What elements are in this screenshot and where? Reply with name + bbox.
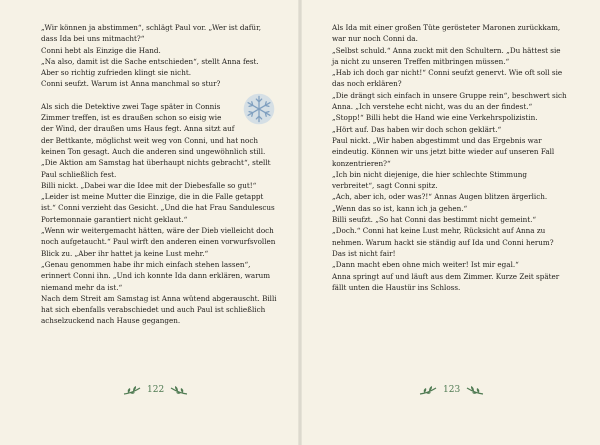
paragraph: Als Ida mit einer großen Tüte gerösteter Maronen zurückkam, war nur noch Conni da.: [332, 23, 561, 44]
paragraph: „Ich bin nicht diejenige, die hier schlechte Stimmung verbreitet“, sagt Conni spitz.: [332, 169, 527, 191]
paragraph: Paul nickt. „Wir haben abgestimmt und das Ergebnis war eindeutig. Können wir uns jetzt bitte wieder auf unseren Fall konzentrieren?“: [332, 135, 555, 168]
leaf-icon: [418, 384, 438, 396]
leaf-icon: [169, 384, 189, 396]
paragraph: „Hört auf. Das haben wir doch schon geklärt.“: [332, 124, 502, 134]
paragraph: Conni hebt als Einzige die Hand.: [41, 45, 161, 55]
paragraph: „Doch.“ Conni hat keine Lust mehr, Rücksicht auf Anna zu nehmen. Warum hackt sie ständig auf Ida und Conni herum? Das ist nicht fair!: [332, 226, 554, 258]
leaf-icon: [465, 384, 485, 396]
right-page-folio: [418, 382, 485, 398]
paragraph: Conni seufzt. Warum ist Anna manchmal so stur?: [41, 79, 221, 89]
paragraph: „Wenn das so ist, kann ich ja gehen.“: [332, 203, 468, 213]
paragraph: „Genau genommen habe ihr mich einfach stehen lassen“, erinnert Conni ihn. „Und ich konnte Ida dann erklären, warum niemand mehr da ist.“: [41, 259, 271, 292]
paragraph: „Stopp!“ Billi hebt die Hand wie eine Verkehrspolizistin.: [332, 113, 538, 123]
snowflake-icon: [241, 91, 277, 127]
paragraph: Anna springt auf und läuft aus dem Zimmer. Kurze Zeit später fällt unten die Haustür ins Schloss.: [332, 271, 560, 292]
paragraph: „Dann macht eben ohne mich weiter! Ist mir egal.“: [332, 260, 519, 270]
page-number: 123: [443, 385, 461, 395]
paragraph: „Wir können ja abstimmen“, schlägt Paul vor. „Wer ist dafür, dass Ida bei uns mitmacht?“: [41, 23, 261, 44]
right-page-text: [332, 22, 568, 293]
paragraph: „Selbst schuld.“ Anna zuckt mit den Schultern. „Du hättest sie ja nicht zu unseren Treffen mitbringen müssen.“: [332, 45, 561, 66]
paragraph: Aber so richtig zufrieden klingt sie nicht.: [41, 68, 191, 78]
paragraph: Nach dem Streit am Samstag ist Anna wütend abgerauscht. Billi hat sich ebenfalls verabschiedet und auch Paul ist schließlich achselzuckend nach Hause gegangen.: [41, 293, 277, 326]
paragraph: „Wenn wir weitergemacht hätten, wäre der Dieb vielleicht doch noch aufgetaucht.“ Paul wirft den anderen einen vorwurfsvollen Blick zu. „Aber ihr hattet ja keine Lust mehr.“: [41, 226, 276, 258]
paragraph: „Leider ist meine Mutter die Einzige, die in die Falle getappt ist.“ Conni verzieht das Gesicht. „Und die hat Frau Sandulescus Portemonnaie garantiert nicht geklaut.“: [41, 192, 275, 224]
paragraph: Billi seufzt. „So hat Conni das bestimmt nicht gemeint.“: [332, 215, 537, 225]
right-page: [300, 0, 600, 445]
paragraph: „Die drängt sich einfach in unsere Gruppe rein“, beschwert sich Anna. „Ich verstehe echt nicht, was du an der findest.“: [332, 90, 567, 112]
paragraph: „Ach, aber ich, oder was?!“ Annas Augen blitzen ärgerlich.: [332, 192, 548, 202]
page-number: 122: [147, 385, 165, 395]
left-page-folio: [122, 382, 189, 398]
paragraph: „Hab ich doch gar nicht!“ Conni seufzt genervt. Wie oft soll sie das noch erklären?: [332, 68, 563, 89]
paragraph: „Na also, damit ist die Sache entschieden“, stellt Anna fest.: [41, 56, 259, 66]
paragraph: Als sich die Detektive zwei Tage später in Connis Zimmer treffen, ist es draußen schon so eisig wie der Wind, der draußen ums Haus fegt. Anna sitzt auf der Bettkante, möglichst weit weg von Conni, und hat noch keinen Ton gesagt. Auch die anderen sind ungewöhnlich still.: [41, 101, 266, 156]
paragraph: „Die Aktion am Samstag hat überhaupt nichts gebracht“, stellt Paul schließlich fest.: [41, 158, 271, 179]
paragraph: Billi nickt. „Dabei war die Idee mit der Diebesfalle so gut!“: [41, 180, 257, 190]
leaf-icon: [122, 384, 142, 396]
left-page-text: [41, 22, 277, 327]
